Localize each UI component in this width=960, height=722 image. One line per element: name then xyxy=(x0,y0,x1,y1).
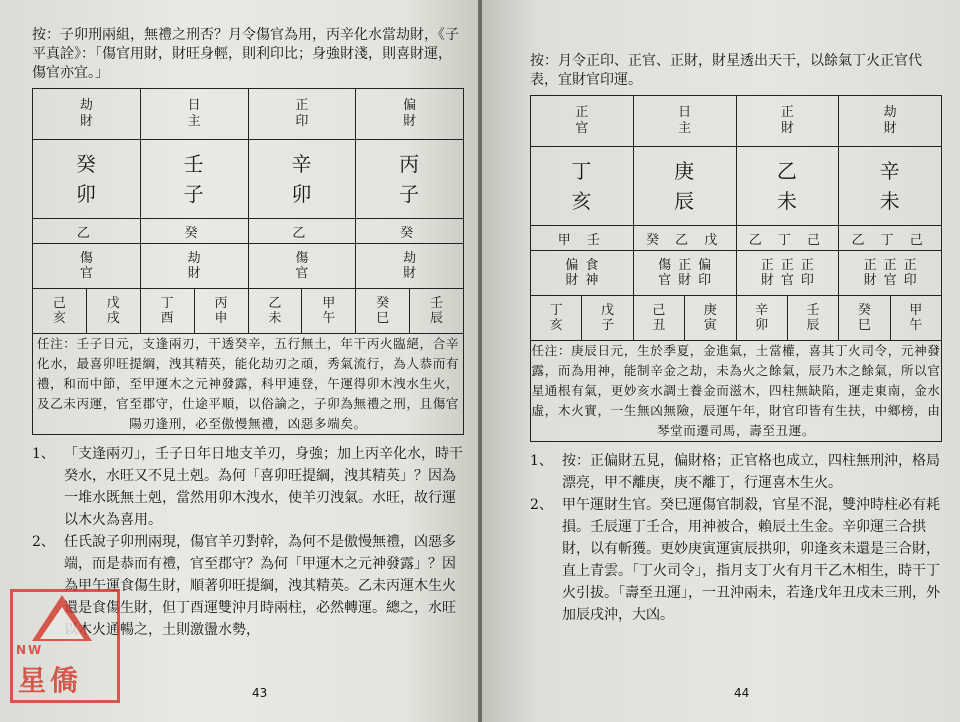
right-god-cell: 正財正官正印 xyxy=(839,251,942,296)
right-god-cell: 傷官正財偏印 xyxy=(633,251,736,296)
left-hidden-cell: 乙 xyxy=(33,219,141,244)
left-god-row xyxy=(33,244,464,289)
list-item: 1、 「支逢兩刃」，壬子日年日地支羊刃，身強；加上丙辛化水，時干癸水，水旺又不見土剋。為何「喜卯旺提綱，洩其精英」？因為一堆水既無土剋，當然用卯木洩水，使羊刃洩氣。水旺，故行運以木火為喜用。 xyxy=(32,446,463,528)
right-luck-cell: 辛卯 xyxy=(736,296,787,341)
right-note: 任注：庚辰日元，生於季夏，金進氣，土當權，喜其丁火司令，元神發露，而為用神，能制辛金之劫，未為火之餘氣，辰乃木之餘氣，所以官星通根有氣，更妙亥水調土養金而滋木，四柱無缺陷，運走東南，金水虛，木火實，一生無凶無險，辰運午年，財官印皆有生扶，中鄉榜，由琴堂而遷司馬，壽至丑運。 xyxy=(531,341,942,442)
left-luck-cell: 癸巳 xyxy=(356,289,410,334)
right-luck-cell: 壬辰 xyxy=(787,296,838,341)
left-hidden-cell: 癸 xyxy=(356,219,464,244)
right-luck-cell: 己丑 xyxy=(633,296,684,341)
right-luck-cell: 甲午 xyxy=(890,296,941,341)
right-luck-cell: 戊子 xyxy=(582,296,633,341)
left-role-cell: 正印 xyxy=(248,89,356,140)
left-role-cell: 日主 xyxy=(140,89,248,140)
left-pillar: 辛 卯 xyxy=(248,140,356,219)
left-god-cell: 傷官 xyxy=(33,244,141,289)
list-item: 2、 甲午運財生官。癸巳運傷官制殺，官星不混，雙沖時柱必有耗損。壬辰運丁壬合，用神被合，賴辰土生金。辛卯運三合拱財，以有斬獲。更妙庚寅運寅辰拱卯，卯逢亥未還是三合財，直上青雲。「丁火司令」，指月支丁火有月干乙木相生，時干丁火引拔。「壽至丑運」，一丑沖兩未，若逢戊年丑戌未三刑，外加辰戌沖，大凶。 xyxy=(530,497,940,623)
left-pillar-row xyxy=(33,140,464,219)
right-god-row xyxy=(531,251,942,296)
right-role-row xyxy=(531,96,942,147)
stamp-triangle-inner xyxy=(40,607,84,639)
left-role-cell: 劫財 xyxy=(33,89,141,140)
list-item: 1、 按：正偏財五見，偏財格；正官格也成立，四柱無刑沖，格局漂亮，甲不離庚，庚不離丁，行運喜木生火。 xyxy=(530,453,940,491)
left-hidden-cell: 癸 xyxy=(140,219,248,244)
left-luck-cell: 甲午 xyxy=(302,289,356,334)
left-god-cell: 傷官 xyxy=(248,244,356,289)
left-luck-cell: 戊戌 xyxy=(86,289,140,334)
right-god-cell: 正財正官正印 xyxy=(736,251,839,296)
left-luck-cell: 己亥 xyxy=(33,289,87,334)
left-intro: 按：子卯刑兩組，無禮之刑否？月令傷官為用，丙辛化水當劫財，《子平真詮》：「傷官用財，財旺身輕，則利印比；身強財淺，則喜財運，傷官亦宜。」 xyxy=(32,27,459,81)
right-pillar: 辛 未 xyxy=(839,147,942,226)
left-hidden-row xyxy=(33,219,464,244)
left-role-row xyxy=(33,89,464,140)
stamp-text: 星僑 xyxy=(18,664,83,697)
left-note: 任注：壬子日元，支逢兩刃，干透癸辛，五行無土，年干丙火臨絕，合辛化水，最喜卯旺提綱，洩其精英，能化劫刃之頑，秀氣流行，為人恭而有禮，和而中節，至甲運木之元神發露，科甲連登，午運得卯木洩水生火，及乙未丙運，官至郡守，仕途平順，以俗論之，子卯為無禮之刑，且傷官陽刃逢刑，必至傲慢無禮，凶惡多端矣。 xyxy=(33,334,464,435)
right-role-cell: 日主 xyxy=(633,96,736,147)
right-role-cell: 正官 xyxy=(531,96,634,147)
right-luck-cell: 丁亥 xyxy=(531,296,582,341)
right-pillar: 丁 亥 xyxy=(531,147,634,226)
right-luck-row xyxy=(531,296,942,341)
list-item: 2、 任氏說子卯刑兩現，傷官羊刃對幹，為何不是傲慢無禮，凶惡多端，而是恭而有禮，官至郡守？為何「甲運木之元神發露」？因為甲午運食傷生財，順著卯旺提綱，洩其精英。乙未丙運木生火還是食傷生財，但丁酉運雙沖月時兩柱，必然轉運。總之，水旺以木火通暢之，土則激盪水勢， xyxy=(32,534,456,638)
left-pillar: 丙 子 xyxy=(356,140,464,219)
right-page xyxy=(482,0,960,722)
left-hidden-cell: 乙 xyxy=(248,219,356,244)
right-luck-cell: 庚寅 xyxy=(685,296,736,341)
left-luck-cell: 丁酉 xyxy=(140,289,194,334)
right-hidden-cell: 乙 丁 己 xyxy=(736,226,839,251)
right-hidden-cell: 癸 乙 戊 xyxy=(633,226,736,251)
page-number: 44 xyxy=(734,686,750,700)
watermark-stamp xyxy=(6,585,122,705)
page-number: 43 xyxy=(252,686,268,700)
left-pillar: 癸 卯 xyxy=(33,140,141,219)
right-role-cell: 正財 xyxy=(736,96,839,147)
stamp-letters: NW xyxy=(16,643,44,657)
left-note-row xyxy=(33,334,464,435)
right-role-cell: 劫財 xyxy=(839,96,942,147)
left-luck-cell: 丙申 xyxy=(194,289,248,334)
right-note-row xyxy=(531,341,942,442)
right-points xyxy=(530,450,942,626)
left-god-cell: 劫財 xyxy=(140,244,248,289)
right-pillar: 乙 未 xyxy=(736,147,839,226)
right-bazi-chart xyxy=(530,95,942,442)
left-luck-cell: 壬辰 xyxy=(410,289,464,334)
left-luck-cell: 乙未 xyxy=(248,289,302,334)
right-pillar-row xyxy=(531,147,942,226)
right-hidden-cell: 乙 丁 己 xyxy=(839,226,942,251)
right-intro: 按：月令正印、正官、正財，財星透出天干，以餘氣丁火正官代表，宜財官印運。 xyxy=(530,53,922,88)
right-hidden-row xyxy=(531,226,942,251)
left-role-cell: 偏財 xyxy=(356,89,464,140)
left-pillar: 壬 子 xyxy=(140,140,248,219)
right-pillar: 庚 辰 xyxy=(633,147,736,226)
left-luck-row xyxy=(33,289,464,334)
right-hidden-cell: 甲 壬 xyxy=(531,226,634,251)
left-god-cell: 劫財 xyxy=(356,244,464,289)
right-luck-cell: 癸巳 xyxy=(839,296,890,341)
right-god-cell: 偏財食神 xyxy=(531,251,634,296)
left-bazi-chart xyxy=(32,88,464,435)
